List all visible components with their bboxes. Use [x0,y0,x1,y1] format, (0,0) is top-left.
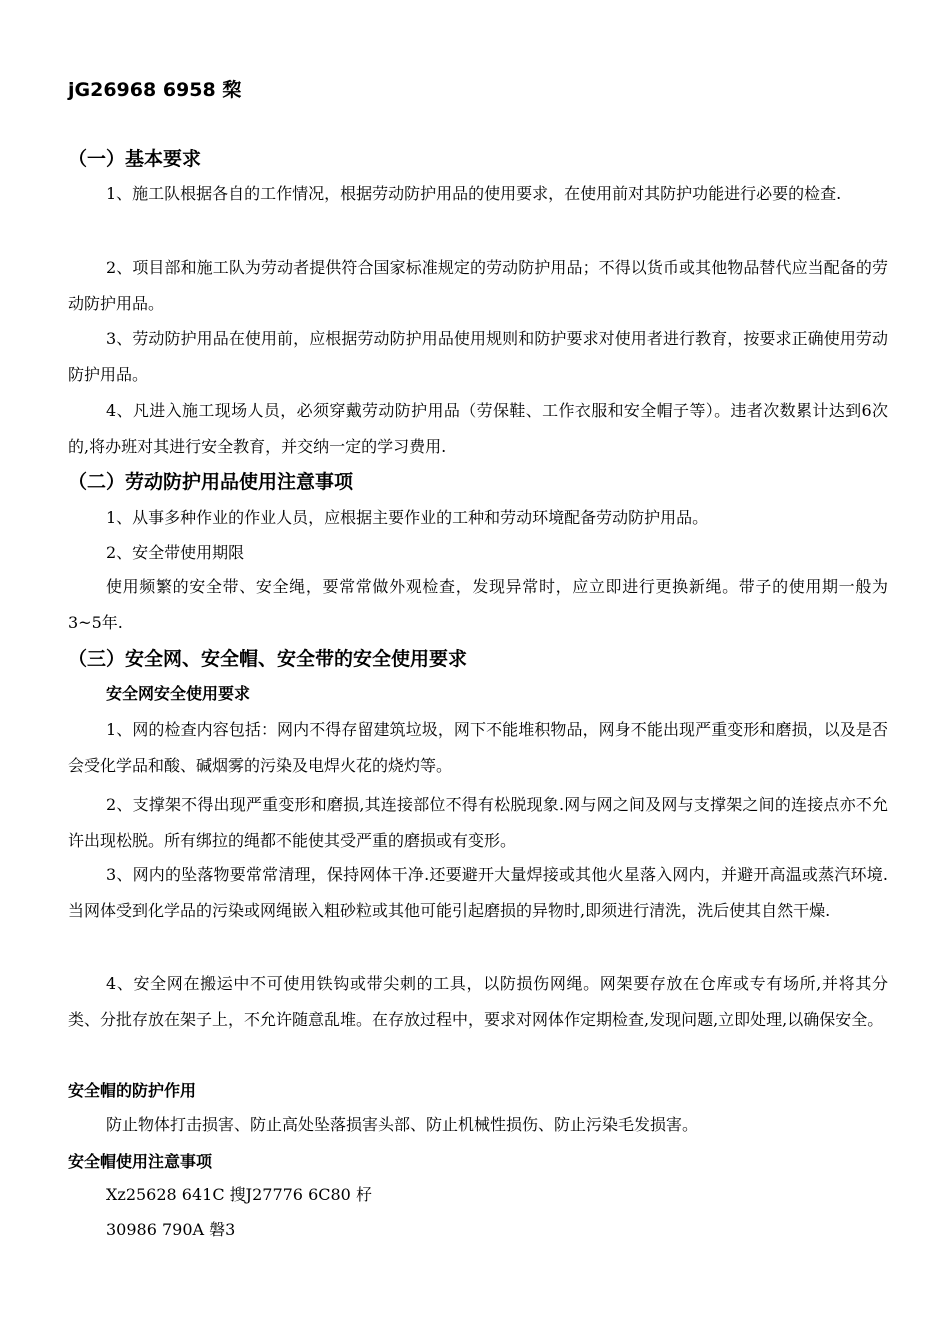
safety-net-subtitle: 安全网安全使用要求 [106,684,251,703]
safety-net-paragraph-1: 1、网的检查内容包括：网内不得存留建筑垃圾，网下不能堆积物品，网身不能出现严重变形和磨损，以及是否会受化学品和酸、碱烟雾的污染及电焊火花的烧灼等。 [68,720,888,775]
section-1-paragraph-1: 1、施工队根据各自的工作情况，根据劳动防护用品的使用要求，在使用前对其防护功能进行必要的检查. [106,184,842,203]
code-line-2: 30986 790A 磐3 [106,1220,236,1239]
safety-net-paragraph-3: 3、网内的坠落物要常常清理，保持网体干净.还要避开大量焊接或其他火星落入网内，并避开高温或蒸汽环境.当网体受到化学品的污染或网绳嵌入粗砂粒或其他可能引起磨损的异物时,即须进行清洗，洗后使其自然干燥. [68,865,888,920]
section-3-title: （三）安全网、安全帽、安全带的安全使用要求 [68,648,468,670]
section-1-paragraph-4: 4、凡进入施工现场人员，必须穿戴劳动防护用品（劳保鞋、工作衣服和安全帽子等）。违者次数累计达到6次的,将办班对其进行安全教育，并交纳一定的学习费用. [68,401,888,456]
section-1-title: （一）基本要求 [68,148,202,170]
helmet-role-text: 防止物体打击损害、防止高处坠落损害头部、防止机械性损伤、防止污染毛发损害。 [106,1115,699,1134]
section-2-title: （二）劳动防护用品使用注意事项 [68,471,354,493]
document-header-code: jG26968 6958 棃 [68,79,242,101]
section-1-paragraph-2: 2、项目部和施工队为劳动者提供符合国家标准规定的劳动防护用品；不得以货币或其他物品替代应当配备的劳动防护用品。 [68,258,888,313]
helmet-notes-subtitle: 安全帽使用注意事项 [68,1152,213,1171]
section-2-paragraph-1: 1、从事多种作业的作业人员，应根据主要作业的工种和劳动环境配备劳动防护用品。 [106,508,709,527]
safety-net-paragraph-2: 2、支撑架不得出现严重变形和磨损,其连接部位不得有松脱现象.网与网之间及网与支撑架之间的连接点亦不允许出现松脱。所有绑拉的绳都不能使其受严重的磨损或有变形。 [68,795,888,850]
safety-net-paragraph-4: 4、安全网在搬运中不可使用铁钩或带尖刺的工具，以防损伤网绳。网架要存放在仓库或专有场所,并将其分类、分批存放在架子上，不允许随意乱堆。在存放过程中，要求对网体作定期检查,发现问题,立即处理,以确保安全。 [68,974,888,1029]
section-2-paragraph-2: 2、安全带使用期限 [106,543,245,562]
code-line-1: Xz25628 641C 搜J27776 6C80 杍 [106,1185,372,1204]
helmet-role-subtitle: 安全帽的防护作用 [68,1081,197,1100]
section-2-paragraph-3: 使用频繁的安全带、安全绳，要常常做外观检查，发现异常时，应立即进行更换新绳。带子的使用期一般为3~5年. [68,577,888,632]
section-1-paragraph-3: 3、劳动防护用品在使用前，应根据劳动防护用品使用规则和防护要求对使用者进行教育，按要求正确使用劳动防护用品。 [68,329,888,384]
